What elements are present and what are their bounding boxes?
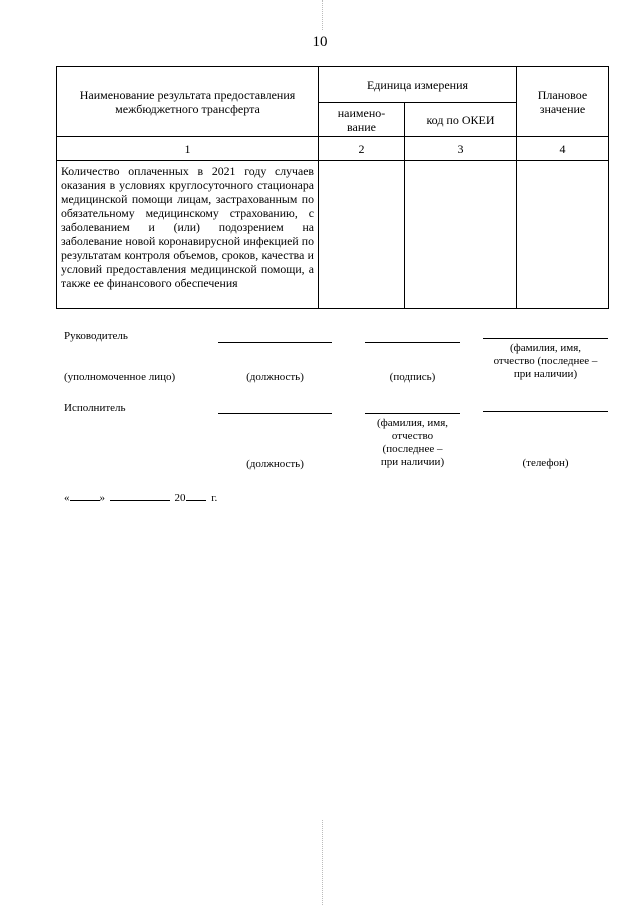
head-signature-caption: (подпись) xyxy=(389,371,436,383)
column-number-2: 2 xyxy=(319,137,405,161)
date-year-prefix: 20 xyxy=(174,492,186,504)
column-number-4: 4 xyxy=(517,137,609,161)
header-plan-value: Плановое значение xyxy=(517,67,609,137)
executor-position-line xyxy=(218,413,332,414)
date-month-blank xyxy=(110,490,170,501)
date-close-quote: » xyxy=(99,492,105,504)
date-year-blank xyxy=(186,490,206,501)
okei-code-cell xyxy=(405,161,517,309)
date-open-quote: « xyxy=(64,492,70,504)
executor-fio-caption: (фамилия, имя, отчество (последнее – при наличии) xyxy=(376,417,449,468)
date-line xyxy=(64,490,217,504)
head-position-line xyxy=(218,342,332,343)
executor-fio-line xyxy=(365,413,460,414)
column-number-3: 3 xyxy=(405,137,517,161)
page-number: 10 xyxy=(312,34,328,50)
head-fio-caption: (фамилия, имя, отчество (последнее – при наличии) xyxy=(493,342,598,380)
executor-label: Исполнитель xyxy=(64,402,126,414)
fold-line-bottom xyxy=(322,820,323,905)
head-label-2: (уполномоченное лицо) xyxy=(64,371,176,383)
executor-position-caption: (должность) xyxy=(246,458,304,470)
header-result-name: Наименование результата предоставления межбюджетного трансферта xyxy=(57,67,319,137)
plan-value-cell xyxy=(517,161,609,309)
head-label: Руководитель xyxy=(64,330,128,342)
date-day-blank xyxy=(70,490,100,501)
unit-name-cell xyxy=(319,161,405,309)
header-unit-okei: код по ОКЕИ xyxy=(405,103,517,137)
executor-phone-caption: (телефон) xyxy=(522,457,569,469)
head-fio-line xyxy=(483,338,608,339)
column-number-1: 1 xyxy=(57,137,319,161)
result-description: Количество оплаченных в 2021 году случаев оказания в условиях круглосуточного стационара медицинской помощи лицам, застрахованным по обязательному медицинскому страхованию, с заболеванием и (или) подозрением на заболевание новой коронавирусной инфекцией по результатам контроля объемов, сроков, качества и условий предоставления медицинской помощи, а также ее финансового обеспечения xyxy=(57,161,319,309)
results-table xyxy=(56,66,609,309)
executor-phone-line xyxy=(483,411,608,412)
date-year-suffix: г. xyxy=(211,492,218,504)
header-unit: Единица измерения xyxy=(319,67,517,103)
fold-line-top xyxy=(322,0,323,30)
head-signature-line xyxy=(365,342,460,343)
head-position-caption: (должность) xyxy=(246,371,304,383)
header-unit-name: наимено-вание xyxy=(319,103,405,137)
